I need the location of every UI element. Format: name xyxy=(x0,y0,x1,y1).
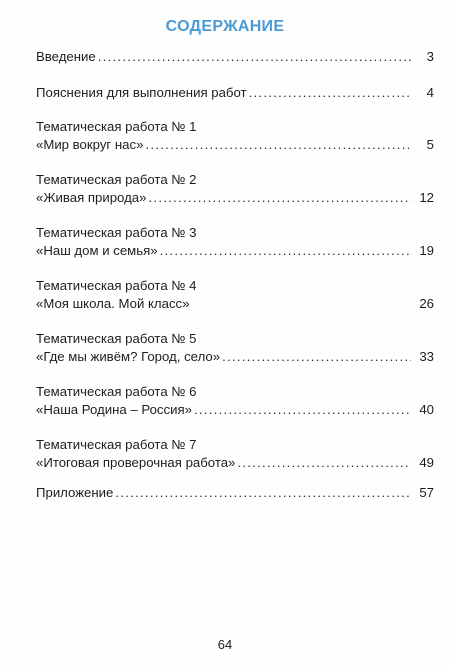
toc-entry-heading: Тематическая работа № 3 xyxy=(36,225,197,240)
toc-entry-heading: Тематическая работа № 5 xyxy=(36,331,197,346)
toc-entry-work-7[interactable] xyxy=(36,436,434,472)
toc-entry-page: 49 xyxy=(419,455,434,470)
toc-entry-page: 5 xyxy=(426,137,434,152)
toc-entry-line xyxy=(36,484,434,502)
toc-entry-line xyxy=(36,242,434,260)
toc-entry-label: Введение xyxy=(36,49,96,64)
toc-entry-appendix[interactable] xyxy=(36,484,434,502)
page-number: 64 xyxy=(217,637,233,652)
toc-entry-instructions[interactable] xyxy=(36,84,434,102)
toc-entry-heading: Тематическая работа № 4 xyxy=(36,278,197,293)
toc-entry-heading: Тематическая работа № 7 xyxy=(36,437,197,452)
toc-entry-label: «Моя школа. Мой класс» xyxy=(36,296,190,311)
toc-entry-page: 57 xyxy=(419,485,434,500)
toc-entry-page: 26 xyxy=(419,296,434,311)
toc-entry-work-3[interactable] xyxy=(36,224,434,260)
toc-entry-line xyxy=(36,189,434,207)
toc-entry-line xyxy=(36,295,434,313)
toc-entry-line xyxy=(36,136,434,154)
toc-entry-page: 4 xyxy=(426,85,434,100)
toc-entry-page: 33 xyxy=(419,349,434,364)
toc-entry-work-2[interactable] xyxy=(36,171,434,207)
toc-entry-work-4[interactable] xyxy=(36,277,434,313)
toc-entry-line xyxy=(36,454,434,472)
toc-entry-line xyxy=(36,401,434,419)
toc-heading: СОДЕРЖАНИЕ xyxy=(165,18,285,35)
toc-leader-dots xyxy=(194,401,411,419)
toc-leader-dots xyxy=(98,48,411,66)
toc-entry-label: «Наша Родина – Россия» xyxy=(36,402,192,417)
toc-entry-heading: Тематическая работа № 2 xyxy=(36,172,197,187)
toc-entry-work-6[interactable] xyxy=(36,383,434,419)
toc-leader-dots xyxy=(145,136,411,154)
toc-entry-introduction[interactable] xyxy=(36,48,434,66)
toc-leader-dots xyxy=(115,484,411,502)
toc-leader-dots xyxy=(222,348,411,366)
toc-entry-line xyxy=(36,348,434,366)
toc-entry-label: «Мир вокруг нас» xyxy=(36,137,144,152)
toc-entry-page: 3 xyxy=(426,49,434,64)
toc-entry-work-1[interactable] xyxy=(36,118,434,154)
toc-entry-heading: Тематическая работа № 6 xyxy=(36,384,197,399)
toc-entry-line xyxy=(36,48,434,66)
toc-entry-label: Приложение xyxy=(36,485,114,500)
toc-leader-dots xyxy=(160,242,411,260)
toc-entry-label: «Наш дом и семья» xyxy=(36,243,158,258)
toc-leader-dots xyxy=(249,84,411,102)
toc-entry-label: Пояснения для выполнения работ xyxy=(36,85,247,100)
toc-entry-page: 40 xyxy=(419,402,434,417)
toc-entry-page: 12 xyxy=(419,190,434,205)
toc-entry-work-5[interactable] xyxy=(36,330,434,366)
toc-entry-heading: Тематическая работа № 1 xyxy=(36,119,197,134)
toc-entry-page: 19 xyxy=(419,243,434,258)
toc-entry-label: «Живая природа» xyxy=(36,190,147,205)
toc-leader-dots xyxy=(237,454,411,472)
toc-entry-label: «Итоговая проверочная работа» xyxy=(36,455,236,470)
toc-entry-line xyxy=(36,84,434,102)
toc-entry-label: «Где мы живём? Город, село» xyxy=(36,349,221,364)
toc-leader-dots xyxy=(148,189,411,207)
